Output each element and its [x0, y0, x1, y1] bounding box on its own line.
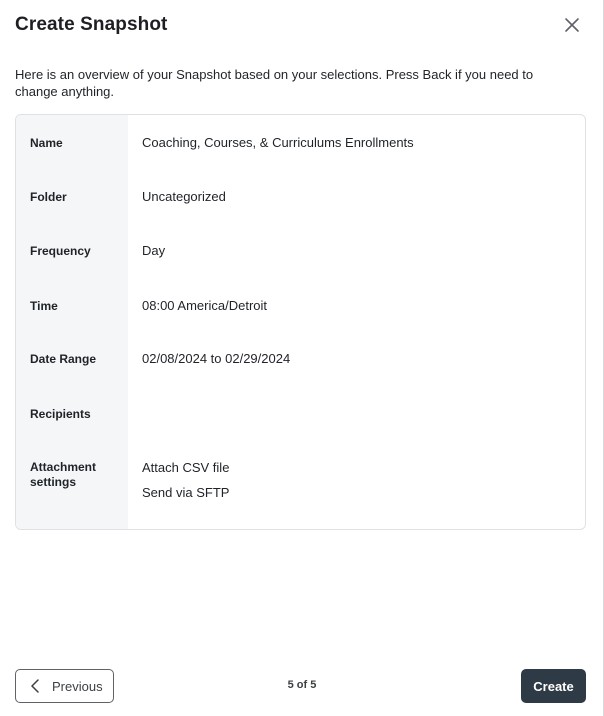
folder-value: Uncategorized — [142, 189, 226, 204]
close-icon — [564, 17, 580, 33]
attachment-settings-label: Attachment settings — [30, 460, 97, 489]
frequency-label: Frequency — [30, 244, 91, 258]
time-value: 08:00 America/Detroit — [142, 298, 268, 313]
recipients-label: Recipients — [30, 407, 91, 421]
snapshot-summary — [15, 114, 586, 530]
frequency-value: Day — [142, 243, 166, 258]
folder-label: Folder — [30, 190, 67, 204]
date-range-value: 02/08/2024 to 02/29/2024 — [142, 351, 291, 366]
name-label: Name — [30, 136, 63, 150]
close-button[interactable] — [560, 13, 584, 37]
time-label: Time — [30, 299, 58, 313]
intro-text: Here is an overview of your Snapshot based on your selections. Press Back if you need to change anything. — [15, 67, 534, 99]
dialog-title: Create Snapshot — [15, 14, 168, 35]
previous-button-label: Previous — [52, 678, 103, 694]
create-button[interactable]: Create — [521, 669, 586, 703]
name-value: Coaching, Courses, & Curriculums Enrollments — [142, 135, 414, 150]
attachment-sftp-value: Send via SFTP — [142, 485, 230, 500]
step-indicator: 5 of 5 — [287, 679, 317, 691]
date-range-label: Date Range — [30, 352, 97, 366]
attachment-csv-value: Attach CSV file — [142, 460, 230, 475]
